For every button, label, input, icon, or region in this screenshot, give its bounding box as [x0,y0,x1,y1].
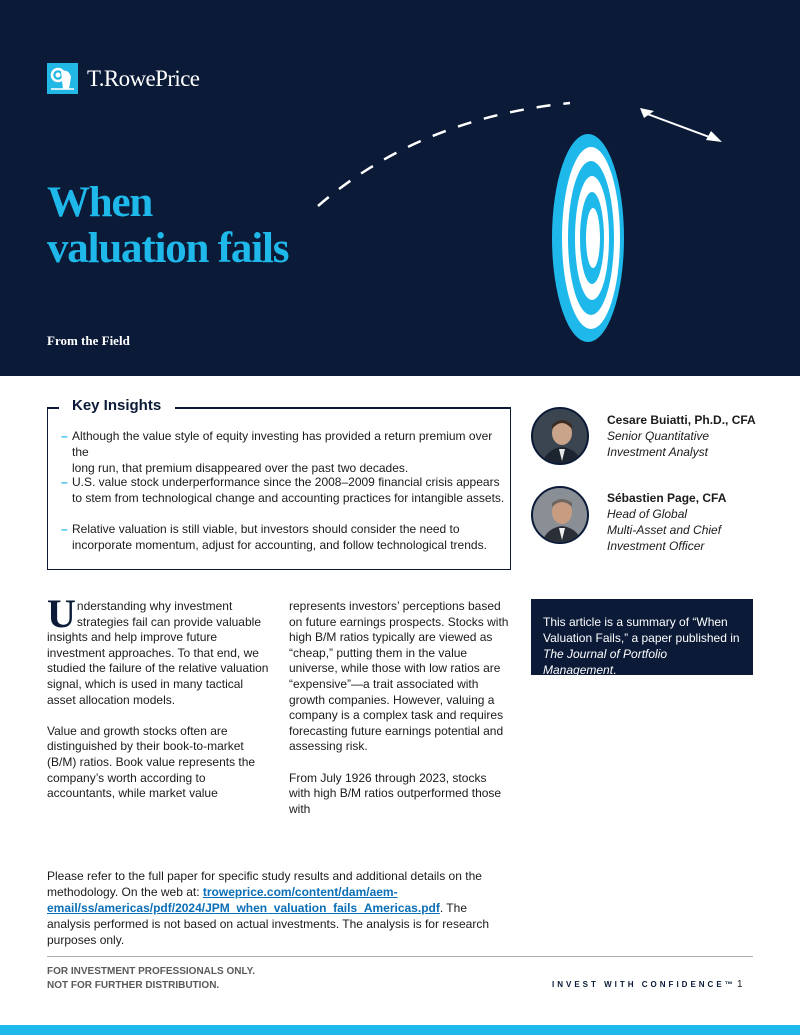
insight-line: long run, that premium disappeared over the past two decades. [72,461,409,475]
reference-text: . The analysis performed is not based on actual investments. The analysis is for research purposes only. [47,901,489,947]
bullet-dash-icon: – [61,429,68,443]
series-label: From the Field [47,333,130,348]
reference-text: Please refer to the full paper for specific study results and additional details on the methodology. On the web at: [47,869,482,899]
author-role-line: Investment Officer [607,539,705,553]
author-role [607,428,709,460]
page-number: 1 [737,979,743,990]
arrow-shaft [642,112,712,138]
insight-line: U.S. value stock underperformance since the 2008–2009 financial crisis appears [72,475,500,489]
author-name: Cesare Buiatti, Ph.D., CFA [607,413,756,427]
insight-line: to stem from technological change and accounting practices for intangible assets. [72,491,505,505]
body-column-2 [289,599,509,833]
body-text: nderstanding why investment [76,599,233,613]
author-role-line: Multi-Asset and Chief [607,523,722,537]
target-center [586,208,600,268]
key-insights-title: Key Insights [72,397,162,414]
author-role [607,506,721,554]
title-line-2: valuation fails [47,225,289,272]
box-top-rule-left [47,407,59,409]
summary-callout [531,599,753,675]
author-role-line: Investment Analyst [607,445,708,459]
insight-item [61,521,506,553]
body-paragraph: Value and growth stocks often are distinguished by their book-to-market (B/M) ratios. Book value represents the company’s worth according to accountants, while market value [47,723,256,801]
body-column-1 [47,591,272,817]
insight-item [61,428,506,476]
summary-text: . [613,663,617,677]
bighorn-ram-icon [47,63,78,94]
paper-link[interactable]: troweprice.com/content/dam/aem-email/ss/americas/pdf/2024/JPM_when_valuation_fails_Americas.pdf [47,885,440,915]
insight-line: Relative valuation is still viable, but investors should consider the need to [72,522,460,536]
body-paragraph: From July 1926 through 2023, stocks with high B/M ratios outperformed those with [289,770,502,816]
bullet-dash-icon: – [61,475,68,489]
bullet-dash-icon: – [61,522,68,536]
trajectory-dashes [318,103,570,206]
author-role-line: Head of Global [607,507,688,521]
body-text: strategies fail can provide valuable [76,614,261,629]
insight-item [61,474,506,506]
disclaimer-line: FOR INVESTMENT PROFESSIONALS ONLY. [47,966,255,977]
insight-line: incorporate momentum, adjust for accounting, and follow technological trends. [72,538,487,552]
body-text: insights and help improve future investment approaches. To that end, we studied the failure of the relative valuation signal, which is used in many tactical asset allocation models. [47,630,269,707]
hero-banner [0,0,800,376]
brand-logo [47,63,199,94]
author-name: Sébastien Page, CFA [607,491,727,505]
bottom-accent-bar [0,1025,800,1035]
reference-paragraph [47,868,513,948]
page-title [47,180,288,272]
author-role-line: Senior Quantitative [607,429,710,443]
disclaimer-line: NOT FOR FURTHER DISTRIBUTION. [47,980,220,991]
footer-divider [47,956,753,957]
brand-wordmark: T.RowePrice [87,65,200,91]
drop-cap: U [47,591,76,636]
footer-disclaimer [47,965,255,993]
footer-tagline: INVEST WITH CONFIDENCE™ [552,980,736,989]
summary-text: This article is a summary of “When Valuation Fails,” a paper published in [543,615,740,645]
body-paragraph: represents investors’ perceptions based on future earnings prospects. Stocks with high B/M ratios typically are viewed as “cheap,” putting them in the value universe, while those with low ratios are “expensive”—a trait associated with growth companies. However, valuing a company is a complex task and requires forecasting future earnings potential and assessing risk. [289,599,509,754]
author-avatar [531,486,589,544]
box-top-rule-right [175,407,511,409]
body-paragraph [47,591,272,708]
title-line-1: When [47,179,153,226]
author-avatar [531,407,589,465]
journal-title: The Journal of Portfolio Management [543,647,668,677]
arrow-head [706,131,722,142]
insight-line: Although the value style of equity investing has provided a return premium over the [72,429,493,459]
